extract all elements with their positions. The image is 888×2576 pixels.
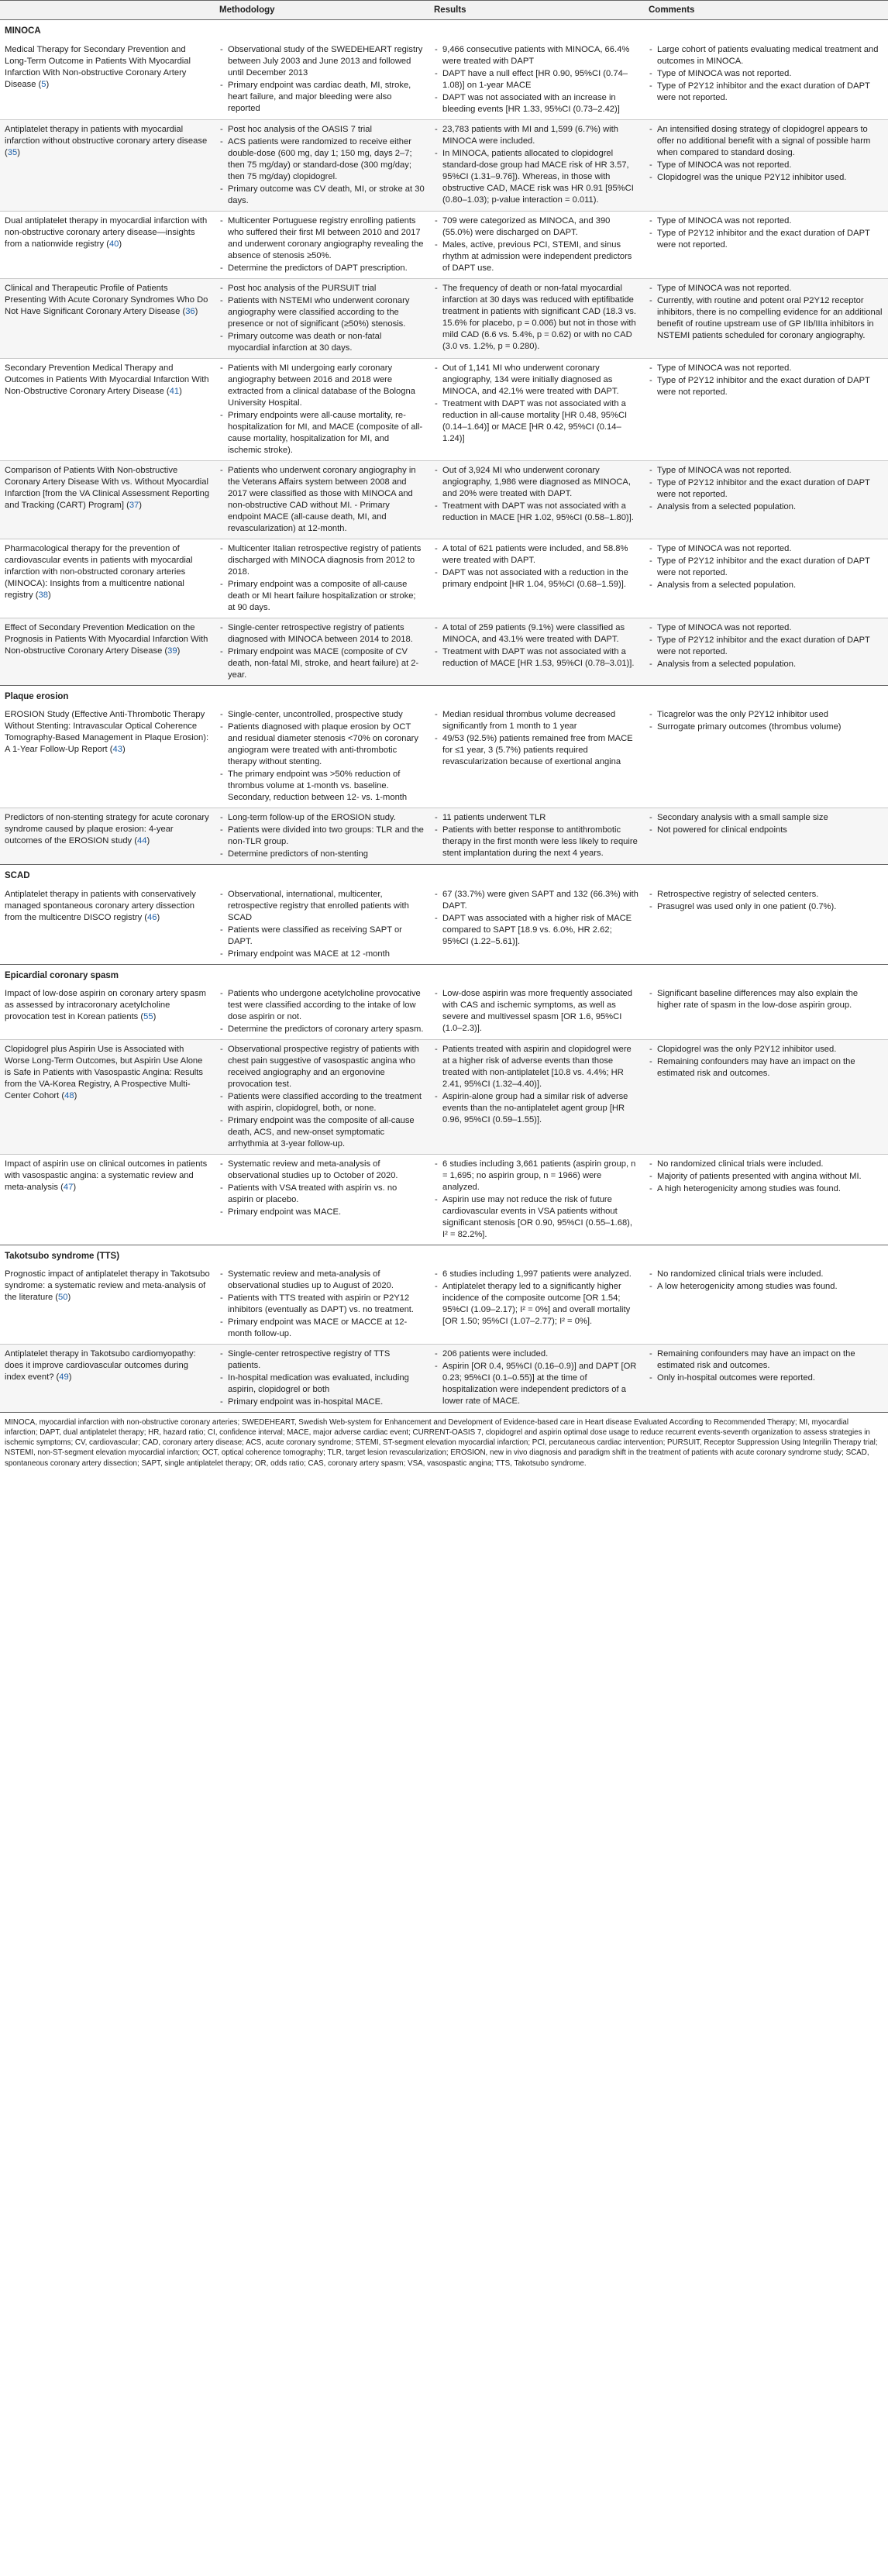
reference-link[interactable]: 39 (167, 646, 177, 656)
comments-item: - Analysis from a selected population. (649, 659, 883, 670)
results-list (434, 1044, 639, 1126)
results-item: - 23,783 patients with MI and 1,599 (6.7%) with MINOCA were included. (434, 124, 639, 147)
methodology-item: - Patients with TTS treated with aspirin or P2Y12 inhibitors (eventually as DAPT) vs. no treatment. (219, 1293, 425, 1316)
reference-link[interactable]: 49 (59, 1372, 69, 1383)
comments-item: - Type of P2Y12 inhibitor and the exact duration of DAPT were not reported. (649, 228, 883, 251)
reference-link[interactable]: 5 (41, 79, 46, 89)
study-row (0, 211, 888, 278)
methodology-list (219, 543, 425, 614)
comments-item: - Prasugrel was used only in one patient (0.7%). (649, 901, 883, 913)
methodology-item: - Primary outcome was death or non-fatal myocardial infarction at 30 days. (219, 331, 425, 354)
results-item: - A total of 259 patients (9.1%) were classified as MINOCA, and 43.1% were treated with DAPT. (434, 622, 639, 646)
comments-item: - Currently, with routine and potent oral P2Y12 receptor inhibitors, there is no compelling evidence for an additional benefit of routine upstream use of GP IIb/IIIa inhibitors in NSTEMI patients scheduled for coronary angiography. (649, 295, 883, 342)
study-row (0, 885, 888, 965)
methodology-cell (215, 618, 429, 685)
methodology-cell (215, 211, 429, 278)
comments-item: - Type of P2Y12 inhibitor and the exact duration of DAPT were not reported. (649, 81, 883, 104)
methodology-item: - Patients with MI undergoing early coronary angiography between 2016 and 2018 were extracted from a clinical database of the Bologna University Hospital. (219, 363, 425, 409)
methodology-list (219, 812, 425, 860)
methodology-item: - Patients were classified according to the treatment with aspirin, clopidogrel, both, or none. (219, 1091, 425, 1114)
comments-cell (644, 808, 888, 865)
study-title: Impact of aspirin use on clinical outcomes in patients with vasospastic angina: a systematic review and meta-analysis (5, 1159, 208, 1193)
reference-link[interactable]: 36 (185, 306, 195, 316)
comments-cell (644, 539, 888, 618)
comments-item: - Type of MINOCA was not reported. (649, 622, 883, 634)
comments-item: - Type of MINOCA was not reported. (649, 160, 883, 171)
methodology-list (219, 1269, 425, 1340)
methodology-list (219, 709, 425, 804)
methodology-cell (215, 1155, 429, 1245)
methodology-item: - Primary endpoint was MACE. (219, 1207, 425, 1218)
study-row (0, 705, 888, 808)
comments-item: - No randomized clinical trials were included. (649, 1269, 883, 1280)
reference-link[interactable]: 37 (129, 500, 139, 510)
methodology-item: - Multicenter Portuguese registry enrolling patients who suffered their first MI between 2010 and 2017 and underwent coronary angiography revealing the absence of stenosis ≥50%. (219, 215, 425, 262)
methodology-list (219, 1044, 425, 1150)
study-title-cell: Impact of low-dose aspirin on coronary artery spasm as assessed by intracoronary acetylcholine provocation test in Korean patients (55) (0, 984, 215, 1040)
results-list (434, 812, 639, 859)
methodology-item: - Patients who underwent coronary angiography in the Veterans Affairs system between 2008 and 2017 were classified as those with MINOCA and non-obstructive CAD without MI. - Primary endpoint MACE (all-cause death, MI, and revascularization) at 12-month. (219, 465, 425, 535)
methodology-item: - Patients diagnosed with plaque erosion by OCT and residual diameter stenosis <70% on coronary angiogram were treated with anti-thrombotic therapy without stenting. (219, 721, 425, 768)
comments-cell (644, 1345, 888, 1413)
comments-list (649, 1269, 883, 1293)
comments-cell (644, 618, 888, 685)
study-title-cell: Comparison of Patients With Non-obstructive Coronary Artery Disease With vs. Without Myocardial Infarction [from the VA Clinical Assessment Reporting and Tracking (CART) Program] (37) (0, 460, 215, 539)
study-row (0, 119, 888, 211)
section-title: MINOCA (5, 26, 41, 36)
results-item: - DAPT was not associated with a reduction in the primary endpoint [HR 1.04, 95%CI (0.68–1.59)]. (434, 567, 639, 591)
results-cell (429, 358, 644, 460)
study-title-cell: Pharmacological therapy for the prevention of cardiovascular events in patients with myocardial infarction with non-obstructed coronary arteries (MINOCA): Insights from a multicentre national registry (38) (0, 539, 215, 618)
results-cell (429, 211, 644, 278)
results-list (434, 44, 639, 115)
study-title: Impact of low-dose aspirin on coronary artery spasm as assessed by intracoronary acetylcholine provocation test in Korean patients (5, 989, 206, 1022)
study-row (0, 618, 888, 685)
results-item: - Aspirin use may not reduce the risk of future cardiovascular events in VSA patients without significant stenosis [OR 0.90, 95%CI (0.55–1.68), I² = 82.2%]. (434, 1194, 639, 1241)
methodology-cell (215, 1345, 429, 1413)
results-item: - Treatment with DAPT was not associated with a reduction in MACE [HR 1.02, 95%CI (0.58–1.80)]. (434, 501, 639, 524)
methodology-item: - Single-center, uncontrolled, prospective study (219, 709, 425, 721)
methodology-item: - Long-term follow-up of the EROSION study. (219, 812, 425, 824)
methodology-cell (215, 539, 429, 618)
methodology-list (219, 622, 425, 681)
study-title: Antiplatelet therapy in Takotsubo cardiomyopathy: does it improve cardiovascular outcomes during index event? (5, 1349, 196, 1383)
header-study-column (0, 1, 215, 20)
comments-list (649, 709, 883, 733)
comments-cell (644, 211, 888, 278)
comments-item: - Majority of patients presented with angina without MI. (649, 1171, 883, 1183)
results-item: - 11 patients underwent TLR (434, 812, 639, 824)
reference-link[interactable]: 35 (7, 147, 18, 157)
comments-cell (644, 40, 888, 120)
results-list (434, 215, 639, 274)
results-item: - In MINOCA, patients allocated to clopidogrel standard-dose group had MACE risk of HR 3.57, 95%CI (1.31–9.76]). Whereas, in those with obstructive CAD, MACE risk was HR 0.91 [95%CI (0.80–1.03); p-value interaction = 0.011). (434, 148, 639, 206)
comments-list (649, 812, 883, 836)
section-row (0, 964, 888, 984)
section-title: Plaque erosion (5, 691, 69, 701)
reference-link[interactable]: 48 (64, 1091, 74, 1101)
methodology-cell (215, 808, 429, 865)
comments-item: - Only in-hospital outcomes were reported. (649, 1372, 883, 1384)
methodology-cell (215, 40, 429, 120)
methodology-cell (215, 1265, 429, 1345)
comments-item: - Retrospective registry of selected centers. (649, 889, 883, 901)
methodology-item: - In-hospital medication was evaluated, including aspirin, clopidogrel or both (219, 1372, 425, 1396)
results-cell (429, 705, 644, 808)
section-row (0, 685, 888, 705)
results-list (434, 283, 639, 353)
comments-cell (644, 1155, 888, 1245)
methodology-item: - Primary endpoint was in-hospital MACE. (219, 1396, 425, 1408)
study-title: Pharmacological therapy for the prevention of cardiovascular events in patients with myocardial infarction with non-obstructed coronary arteries (MINOCA): Insights from a multicentre national registry (5, 543, 193, 600)
study-title-cell: Prognostic impact of antiplatelet therapy in Takotsubo syndrome: a systematic review and meta-analysis of the literature (50) (0, 1265, 215, 1345)
comments-item: - Analysis from a selected population. (649, 580, 883, 591)
methodology-list (219, 988, 425, 1035)
study-title: Predictors of non-stenting strategy for acute coronary syndrome caused by plaque erosion: 4-year outcomes of the EROSION study (5, 813, 209, 846)
study-title: EROSION Study (Effective Anti-Thrombotic Therapy Without Stenting: Intravascular Optical Coherence Tomography-Based Management in Plaque Erosion): A 1-Year Follow-Up Report (5, 710, 209, 755)
results-list (434, 988, 639, 1035)
results-list (434, 1269, 639, 1328)
results-cell (429, 984, 644, 1040)
study-title-cell: Dual antiplatelet therapy in myocardial infarction with non-obstructive coronary artery disease—insights from a nationwide registry (40) (0, 211, 215, 278)
results-cell (429, 618, 644, 685)
results-item: - A total of 621 patients were included, and 58.8% were treated with DAPT. (434, 543, 639, 567)
results-list (434, 1348, 639, 1407)
results-cell (429, 885, 644, 965)
comments-cell (644, 119, 888, 211)
comments-item: - Ticagrelor was the only P2Y12 inhibitor used (649, 709, 883, 721)
results-item: - Patients treated with aspirin and clopidogrel were at a higher risk of adverse events than those treated with non-antiplatelet [10.8 vs. 4.4%; HR 2.41, 95%CI (1.32–4.40)]. (434, 1044, 639, 1090)
comments-item: - A high heterogenicity among studies was found. (649, 1183, 883, 1195)
results-item: - Treatment with DAPT was not associated with a reduction of MACE [HR 1.53, 95%CI (0.78–3.01)]. (434, 646, 639, 670)
results-item: - 67 (33.7%) were given SAPT and 132 (66.3%) with DAPT. (434, 889, 639, 912)
reference-link[interactable]: 40 (108, 239, 119, 249)
reference-link[interactable]: 41 (169, 386, 180, 396)
comments-item: - Type of MINOCA was not reported. (649, 68, 883, 80)
methodology-item: - Observational, international, multicenter, retrospective registry that enrolled patients with SCAD (219, 889, 425, 924)
methodology-list (219, 363, 425, 456)
comments-item: - Type of MINOCA was not reported. (649, 543, 883, 555)
comments-item: - Remaining confounders may have an impact on the estimated risk and outcomes. (649, 1056, 883, 1080)
results-item: - 9,466 consecutive patients with MINOCA, 66.4% were treated with DAPT (434, 44, 639, 67)
study-title-cell: Medical Therapy for Secondary Prevention and Long-Term Outcome in Patients With Myocardial Infarction With Non-obstructive Coronary Artery Disease (5) (0, 40, 215, 120)
comments-item: - Type of P2Y12 inhibitor and the exact duration of DAPT were not reported. (649, 556, 883, 579)
methodology-item: - The primary endpoint was >50% reduction of thrombus volume at 1-month vs. baseline. Secondary, reduction between 12- vs. 1-month (219, 769, 425, 804)
results-cell (429, 1040, 644, 1155)
comments-cell (644, 885, 888, 965)
results-list (434, 363, 639, 445)
methodology-item: - Patients with VSA treated with aspirin vs. no aspirin or placebo. (219, 1183, 425, 1206)
reference-link[interactable]: 50 (58, 1293, 68, 1303)
methodology-item: - Observational prospective registry of patients with chest pain suggestive of vasospastic angina who received angiography and an ergonovine provocation test. (219, 1044, 425, 1090)
results-item: - Aspirin [OR 0.4, 95%CI (0.16–0.9)] and DAPT [OR 0.23; 95%CI (0.1–0.55)] at the time of hospitalization were independent predictors of a lower rate of MACE. (434, 1361, 639, 1407)
study-row (0, 278, 888, 358)
study-title-cell: Effect of Secondary Prevention Medication on the Prognosis in Patients With Myocardial Infarction With Non-obstructive Coronary Artery Disease (39) (0, 618, 215, 685)
comments-list (649, 363, 883, 398)
section-title: SCAD (5, 871, 30, 881)
comments-item: - Analysis from a selected population. (649, 501, 883, 513)
methodology-cell (215, 984, 429, 1040)
study-title-cell: Impact of aspirin use on clinical outcomes in patients with vasospastic angina: a systematic review and meta-analysis (47) (0, 1155, 215, 1245)
study-title-cell: Clopidogrel plus Aspirin Use is Associated with Worse Long-Term Outcomes, but Aspirin Use Alone is Safe in Patients with Vasospastic Angina: Results from the VA-Korea Registry, A Prospective Multi-Center Cohort (48) (0, 1040, 215, 1155)
results-item: - Out of 1,141 MI who underwent coronary angiography, 134 were initially diagnosed as MINOCA, and 42.1% were treated with DAPT. (434, 363, 639, 398)
methodology-item: - Primary endpoint was the composite of all-cause death, ACS, and new-onset symptomatic arrhythmia at 3-year follow-up. (219, 1115, 425, 1150)
comments-list (649, 215, 883, 251)
study-row (0, 460, 888, 539)
study-row (0, 539, 888, 618)
section-title: Takotsubo syndrome (TTS) (5, 1252, 120, 1262)
reference-link[interactable]: 38 (38, 590, 48, 600)
methodology-item: - Observational study of the SWEDEHEART registry between July 2003 and June 2013 and followed until December 2013 (219, 44, 425, 79)
comments-list (649, 889, 883, 913)
study-title: Effect of Secondary Prevention Medication on the Prognosis in Patients With Myocardial Infarction With Non-obstructive Coronary Artery Disease (5, 622, 208, 656)
methodology-item: - Primary endpoints were all-cause mortality, re-hospitalization for MI, and MACE (composite of all-cause mortality, hospitalization for MI, and ischemic stroke). (219, 410, 425, 456)
study-row (0, 1265, 888, 1345)
comments-list (649, 124, 883, 184)
comments-cell (644, 460, 888, 539)
results-item: - 6 studies including 1,997 patients were analyzed. (434, 1269, 639, 1280)
section-row (0, 20, 888, 40)
study-title-cell: Secondary Prevention Medical Therapy and Outcomes in Patients With Myocardial Infarction With Non-Obstructive Coronary Artery Disease (41) (0, 358, 215, 460)
study-title: Antiplatelet therapy in patients with conservatively managed spontaneous coronary artery dissection from the multicentre DISCO registry (5, 889, 196, 922)
comments-item: - Remaining confounders may have an impact on the estimated risk and outcomes. (649, 1348, 883, 1372)
comments-list (649, 622, 883, 670)
comments-item: - Significant baseline differences may also explain the higher rate of spasm in the low-dose aspirin group. (649, 988, 883, 1011)
study-title: Dual antiplatelet therapy in myocardial infarction with non-obstructive coronary artery disease—insights from a nationwide registry (5, 215, 208, 249)
results-item: - Treatment with DAPT was not associated with a reduction in all-cause mortality [HR 0.48, 95%CI (0.14–1.64)] or MACE [HR 0.42, 95%CI (0.14–1.24)] (434, 398, 639, 445)
comments-item: - Secondary analysis with a small sample size (649, 812, 883, 824)
results-item: - The frequency of death or non-fatal myocardial infarction at 30 days was reduced with eptifibatide treatment in patients with significant CAD (18.3 vs. 15.6% for placebo, p = 0.006) but not in those with mild CAD (6.6 vs. 5.4%, p = 0.62) or with no CAD (3.0 vs. 1.2%, p = 0.280). (434, 283, 639, 353)
comments-item: - Not powered for clinical endpoints (649, 825, 883, 836)
comments-list (649, 44, 883, 104)
study-title-cell: Antiplatelet therapy in patients with conservatively managed spontaneous coronary artery dissection from the multicentre DISCO registry (46) (0, 885, 215, 965)
methodology-item: - Systematic review and meta-analysis of observational studies up to October of 2020. (219, 1159, 425, 1182)
results-item: - Median residual thrombus volume decreased significantly from 1 month to 1 year (434, 709, 639, 732)
methodology-item: - Primary endpoint was MACE or MACCE at 12-month follow-up. (219, 1317, 425, 1340)
comments-list (649, 1348, 883, 1384)
header-comments: Comments (644, 1, 888, 20)
methodology-item: - Primary outcome was CV death, MI, or stroke at 30 days. (219, 184, 425, 207)
methodology-item: - Determine predictors of non-stenting (219, 849, 425, 860)
methodology-cell (215, 885, 429, 965)
table-header (0, 1, 888, 20)
study-title: Secondary Prevention Medical Therapy and Outcomes in Patients With Myocardial Infarction With Non-Obstructive Coronary Artery Disease (5, 363, 209, 396)
table-footnote: MINOCA, myocardial infarction with non-obstructive coronary arteries; SWEDEHEART, Swedish Web-system for Enhancement and Development of Evidence-based care in Heart disease Evaluated According to Recommended Therapy; MI, myocardial infarction; DAPT, dual antiplatelet therapy; HR, hazard ratio; CI, confidence interval; MACE, major adverse cardiac event; CURRENT-OASIS 7, clopidogrel and aspirin optimal dose usage to reduce recurrent events-seventh organization to assess strategies in ischemic symptoms; CV, cardiovascular; CAD, coronary artery disease; ACS, acute coronary syndrome; STEMI, ST-segment elevation myocardial infarction; PCI, percutaneous cardiac intervention; PURSUIT, Receptor Suppression Using Integrilin Therapy trial; NSTEMI, non-ST-segment elevation myocardial infarction; OCT, optical coherence tomography; TLR, target lesion revascularization; EROSION, new in vivo diagnosis and paradigm shift in the treatment of patients with acute coronary syndrome study; SCAD, spontaneous coronary artery dissection; SAPT, single antiplatelet therapy; OR, odds ratio; CAS, coronary artery spasm; VSA, vasospastic angina; TTS, Takotsubo syndrome. (5, 1418, 878, 1468)
section-title: Epicardial coronary spasm (5, 970, 119, 980)
results-list (434, 124, 639, 206)
methodology-item: - Single-center retrospective registry of patients diagnosed with MINOCA between 2014 to 2018. (219, 622, 425, 646)
comments-cell (644, 984, 888, 1040)
table-body (0, 20, 888, 1413)
methodology-cell (215, 119, 429, 211)
comments-item: - Clopidogrel was the unique P2Y12 inhibitor used. (649, 172, 883, 184)
study-row (0, 1040, 888, 1155)
methodology-item: - Systematic review and meta-analysis of observational studies up to August of 2020. (219, 1269, 425, 1292)
table-header-row (0, 1, 888, 20)
results-cell (429, 1265, 644, 1345)
results-item: - Patients with better response to antithrombotic therapy in the first month were less likely to require stent implantation during the next 4 years. (434, 825, 639, 859)
results-item: - DAPT was associated with a higher risk of MACE compared to SAPT [18.9 vs. 6.0%, HR 2.62; 95%CI (1.22–5.61)]. (434, 913, 639, 948)
comments-cell (644, 358, 888, 460)
methodology-cell (215, 1040, 429, 1155)
results-item: - Males, active, previous PCI, STEMI, and sinus rhythm at admission were independent predictors of DAPT use. (434, 239, 639, 274)
section-row (0, 1245, 888, 1266)
methodology-list (219, 889, 425, 960)
study-title-cell: Clinical and Therapeutic Profile of Patients Presenting With Acute Coronary Syndromes Who Do Not Have Significant Coronary Artery Disease (36) (0, 278, 215, 358)
section-row (0, 865, 888, 885)
results-item: - 709 were categorized as MINOCA, and 390 (55.0%) were discharged on DAPT. (434, 215, 639, 239)
methodology-item: - Patients were divided into two groups: TLR and the non-TLR group. (219, 825, 425, 848)
methodology-item: - Primary endpoint was MACE (composite of CV death, non-fatal MI, stroke, and heart failure) at 2-year. (219, 646, 425, 681)
results-cell (429, 40, 644, 120)
comments-item: - Clopidogrel was the only P2Y12 inhibitor used. (649, 1044, 883, 1056)
results-list (434, 709, 639, 768)
results-cell (429, 808, 644, 865)
methodology-item: - Patients were classified as receiving SAPT or DAPT. (219, 925, 425, 948)
methodology-item: - Determine the predictors of DAPT prescription. (219, 263, 425, 274)
results-cell (429, 1155, 644, 1245)
study-row (0, 984, 888, 1040)
results-item: - Low-dose aspirin was more frequently associated with CAS and ischemic symptoms, as well as severe and multivessel spasm [OR 1.6, 95%CI (1.0–2.3)]. (434, 988, 639, 1035)
results-item: - Aspirin-alone group had a similar risk of adverse events than the no-antiplatelet agent group [HR 0.96, 95%CI (0.59–1.55)]. (434, 1091, 639, 1126)
methodology-cell (215, 278, 429, 358)
methodology-list (219, 1159, 425, 1218)
methodology-cell (215, 358, 429, 460)
study-title: Comparison of Patients With Non-obstructive Coronary Artery Disease With vs. Without Myocardial Infarction [from the VA Clinical Assessment Reporting and Tracking (CART) Program] (5, 465, 210, 510)
study-row (0, 1155, 888, 1245)
methodology-item: - Multicenter Italian retrospective registry of patients discharged with MINOCA diagnosis from 2012 to 2018. (219, 543, 425, 578)
comments-item: - Type of MINOCA was not reported. (649, 283, 883, 294)
comments-item: - An intensified dosing strategy of clopidogrel appears to offer no additional benefit with a signal of possible harm when compared to standard dosing. (649, 124, 883, 159)
header-methodology: Methodology (215, 1, 429, 20)
comments-list (649, 283, 883, 342)
results-item: - DAPT was not associated with an increase in bleeding events [HR 1.33, 95%CI (0.73–2.42)] (434, 92, 639, 115)
results-list (434, 465, 639, 524)
results-list (434, 543, 639, 591)
study-title: Antiplatelet therapy in patients with myocardial infarction without obstructive coronary artery disease (5, 124, 208, 146)
comments-list (649, 1044, 883, 1080)
methodology-cell (215, 460, 429, 539)
study-title-cell: Antiplatelet therapy in Takotsubo cardiomyopathy: does it improve cardiovascular outcomes during index event? (49) (0, 1345, 215, 1413)
methodology-item: - Post hoc analysis of the OASIS 7 trial (219, 124, 425, 136)
results-item: - Out of 3,924 MI who underwent coronary angiography, 1,986 were diagnosed as MINOCA, and 20% were treated with DAPT. (434, 465, 639, 500)
comments-item: - Surrogate primary outcomes (thrombus volume) (649, 721, 883, 733)
methodology-item: - Determine the predictors of coronary artery spasm. (219, 1024, 425, 1035)
comments-list (649, 1159, 883, 1195)
study-title-cell: EROSION Study (Effective Anti-Thrombotic Therapy Without Stenting: Intravascular Optical Coherence Tomography-Based Management in Plaque Erosion): A 1-Year Follow-Up Report (43) (0, 705, 215, 808)
study-title: Clinical and Therapeutic Profile of Patients Presenting With Acute Coronary Syndromes Who Do Not Have Significant Coronary Artery Disease (5, 283, 208, 316)
comments-cell (644, 705, 888, 808)
comments-item: - Type of MINOCA was not reported. (649, 215, 883, 227)
results-item: - 206 patients were included. (434, 1348, 639, 1360)
methodology-item: - Primary endpoint was a composite of all-cause death or MI heart failure hospitalization or stroke; at 90 days. (219, 579, 425, 614)
reference-link[interactable]: 43 (112, 745, 122, 755)
methodology-item: - ACS patients were randomized to receive either double-dose (600 mg, day 1; 150 mg, days 2–7; then 75 mg/day) or standard-dose (300 mg/day; then 75 mg/day) clopidogrel. (219, 136, 425, 183)
study-title-cell: Predictors of non-stenting strategy for acute coronary syndrome caused by plaque erosion: 4-year outcomes of the EROSION study (44) (0, 808, 215, 865)
reference-link[interactable]: 47 (63, 1183, 74, 1193)
reference-link[interactable]: 46 (147, 912, 157, 922)
comments-item: - Type of P2Y12 inhibitor and the exact duration of DAPT were not reported. (649, 477, 883, 501)
study-row (0, 40, 888, 120)
study-row (0, 808, 888, 865)
results-cell (429, 119, 644, 211)
methodology-item: - Patients who undergone acetylcholine provocative test were classified according to the intake of low dose aspirin or not. (219, 988, 425, 1023)
results-cell (429, 1345, 644, 1413)
methodology-list (219, 283, 425, 354)
results-cell (429, 460, 644, 539)
comments-cell (644, 278, 888, 358)
results-list (434, 622, 639, 670)
study-row (0, 358, 888, 460)
comments-cell (644, 1265, 888, 1345)
results-item: - 49/53 (92.5%) patients remained free from MACE for ≤1 year, 3 (5.7%) patients required revascularization because of exertional angina (434, 733, 639, 768)
comments-cell (644, 1040, 888, 1155)
methodology-list (219, 1348, 425, 1408)
comments-item: - Type of MINOCA was not reported. (649, 465, 883, 477)
comments-item: - No randomized clinical trials were included. (649, 1159, 883, 1170)
methodology-list (219, 124, 425, 207)
comments-item: - Type of MINOCA was not reported. (649, 363, 883, 374)
reference-link[interactable]: 44 (137, 836, 147, 846)
study-title: Prognostic impact of antiplatelet therapy in Takotsubo syndrome: a systematic review and meta-analysis of the literature (5, 1269, 210, 1303)
study-title: Medical Therapy for Secondary Prevention and Long-Term Outcome in Patients With Myocardial Infarction With Non-obstructive Coronary Artery Disease (5, 44, 191, 89)
comments-item: - A low heterogenicity among studies was found. (649, 1281, 883, 1293)
results-cell (429, 278, 644, 358)
comments-list (649, 465, 883, 513)
methodology-cell (215, 705, 429, 808)
study-title-cell: Antiplatelet therapy in patients with myocardial infarction without obstructive coronary artery disease (35) (0, 119, 215, 211)
methodology-list (219, 44, 425, 115)
comments-item: - Type of P2Y12 inhibitor and the exact duration of DAPT were not reported. (649, 635, 883, 658)
results-item: - Antiplatelet therapy led to a significantly higher incidence of the composite outcome [OR 1.54; 95%CI (1.09–2.17); I² = 0%] and overall mortality [OR 1.50; 95%CI (1.07–2.77); I² = 0%]. (434, 1281, 639, 1328)
results-cell (429, 539, 644, 618)
methodology-list (219, 465, 425, 535)
comments-list (649, 988, 883, 1011)
header-results: Results (429, 1, 644, 20)
results-item: - 6 studies including 3,661 patients (aspirin group, n = 1,695; no aspirin group, n = 1966) were analyzed. (434, 1159, 639, 1193)
methodology-item: - Patients with NSTEMI who underwent coronary angiography were classified according to the presence or not of significant (≥50%) stenosis. (219, 295, 425, 330)
methodology-item: - Post hoc analysis of the PURSUIT trial (219, 283, 425, 294)
results-list (434, 1159, 639, 1241)
methodology-item: - Single-center retrospective registry of TTS patients. (219, 1348, 425, 1372)
methodology-list (219, 215, 425, 274)
comments-item: - Large cohort of patients evaluating medical treatment and outcomes in MINOCA. (649, 44, 883, 67)
reference-link[interactable]: 55 (143, 1012, 153, 1022)
comments-list (649, 543, 883, 591)
study-row (0, 1345, 888, 1413)
results-item: - DAPT have a null effect [HR 0.90, 95%CI (0.74–1.08)] on 1-year MACE (434, 68, 639, 91)
results-list (434, 889, 639, 948)
study-title: Clopidogrel plus Aspirin Use is Associated with Worse Long-Term Outcomes, but Aspirin Use Alone is Safe in Patients with Vasospastic Angina: Results from the VA-Korea Registry, A Prospective Multi-Center Cohort (5, 1045, 203, 1101)
methodology-item: - Primary endpoint was MACE at 12 -month (219, 949, 425, 960)
comments-item: - Type of P2Y12 inhibitor and the exact duration of DAPT were not reported. (649, 375, 883, 398)
methodology-item: - Primary endpoint was cardiac death, MI, stroke, heart failure, and major bleeding were also reported (219, 80, 425, 115)
